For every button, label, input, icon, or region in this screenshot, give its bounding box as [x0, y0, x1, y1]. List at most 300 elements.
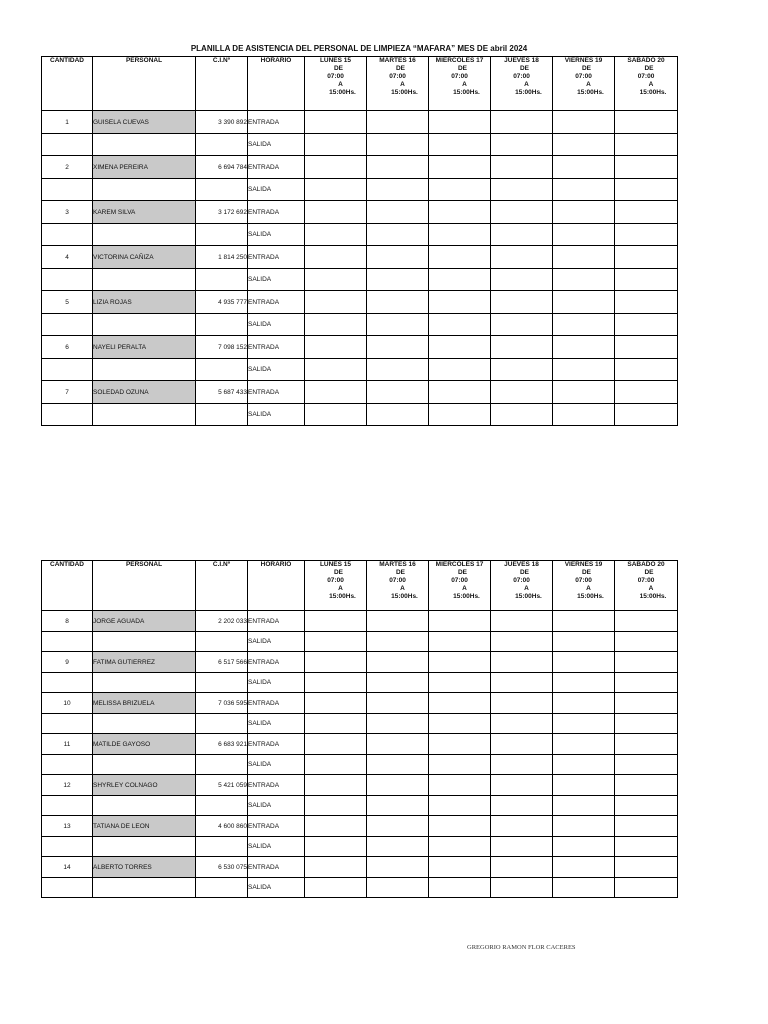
- employee-number: 10: [42, 693, 93, 714]
- attendance-cell[interactable]: [367, 652, 429, 673]
- attendance-cell[interactable]: [553, 775, 615, 796]
- horario-entrada: ENTRADA: [248, 693, 305, 714]
- salida-row: [42, 404, 678, 426]
- attendance-cell[interactable]: [305, 693, 367, 714]
- attendance-cell[interactable]: [429, 381, 491, 404]
- attendance-cell[interactable]: [305, 381, 367, 404]
- attendance-cell[interactable]: [491, 652, 553, 673]
- employee-name: NAYELI PERALTA: [93, 336, 196, 359]
- attendance-cell[interactable]: [305, 734, 367, 755]
- attendance-cell[interactable]: [615, 314, 678, 336]
- empty-cell: [93, 404, 196, 426]
- attendance-cell[interactable]: [305, 201, 367, 224]
- attendance-cell[interactable]: [553, 816, 615, 837]
- employee-number: 1: [42, 111, 93, 134]
- attendance-cell[interactable]: [429, 224, 491, 246]
- day-de-label: DE: [581, 65, 592, 72]
- attendance-cell[interactable]: [491, 632, 553, 652]
- attendance-cell[interactable]: [305, 673, 367, 693]
- entrada-row: [42, 734, 678, 755]
- entrada-row: [42, 291, 678, 314]
- header-day-4: [491, 57, 553, 111]
- attendance-cell[interactable]: [615, 611, 678, 632]
- salida-row: [42, 837, 678, 857]
- empty-cell: [42, 224, 93, 246]
- attendance-cell[interactable]: [305, 857, 367, 878]
- attendance-cell[interactable]: [615, 269, 678, 291]
- horario-entrada: ENTRADA: [248, 381, 305, 404]
- attendance-cell[interactable]: [553, 673, 615, 693]
- attendance-cell[interactable]: [429, 837, 491, 857]
- employee-ci: 4 935 777: [196, 291, 248, 314]
- employee-ci: 2 202 033: [196, 611, 248, 632]
- attendance-cell[interactable]: [553, 156, 615, 179]
- attendance-cell[interactable]: [491, 673, 553, 693]
- attendance-cell[interactable]: [305, 796, 367, 816]
- attendance-cell[interactable]: [429, 359, 491, 381]
- attendance-cell[interactable]: [553, 111, 615, 134]
- day-name-label: MARTES 16: [379, 561, 416, 568]
- day-de-label: DE: [395, 65, 406, 72]
- attendance-cell[interactable]: [305, 291, 367, 314]
- attendance-cell[interactable]: [367, 224, 429, 246]
- empty-cell: [93, 179, 196, 201]
- day-name-label: MIERCOLES 17: [435, 57, 484, 64]
- header-day-6: [615, 561, 678, 611]
- attendance-cell[interactable]: [491, 134, 553, 156]
- header-cantidad: CANTIDAD: [42, 57, 93, 111]
- attendance-cell[interactable]: [491, 816, 553, 837]
- horario-salida: SALIDA: [248, 224, 305, 246]
- header-day-3: [429, 57, 491, 111]
- salida-row: [42, 878, 678, 898]
- day-name-label: MIERCOLES 17: [435, 561, 484, 568]
- header-ci: C.I.Nº: [196, 561, 248, 611]
- attendance-cell[interactable]: [367, 156, 429, 179]
- empty-cell: [42, 714, 93, 734]
- attendance-cell[interactable]: [429, 314, 491, 336]
- day-de-label: DE: [581, 569, 592, 576]
- attendance-cell[interactable]: [305, 755, 367, 775]
- attendance-cell[interactable]: [553, 291, 615, 314]
- attendance-cell[interactable]: [553, 837, 615, 857]
- day-from-label: 07:00: [575, 73, 592, 80]
- salida-row: [42, 269, 678, 291]
- attendance-cell[interactable]: [491, 156, 553, 179]
- employee-ci: 7 036 595: [196, 693, 248, 714]
- attendance-cell[interactable]: [305, 179, 367, 201]
- attendance-cell[interactable]: [367, 734, 429, 755]
- horario-salida: SALIDA: [248, 837, 305, 857]
- attendance-cell[interactable]: [615, 837, 678, 857]
- day-name-label: VIERNES 19: [564, 57, 603, 64]
- empty-cell: [42, 134, 93, 156]
- attendance-cell[interactable]: [491, 404, 553, 426]
- attendance-cell[interactable]: [615, 201, 678, 224]
- attendance-cell[interactable]: [491, 179, 553, 201]
- employee-ci: 6 683 921: [196, 734, 248, 755]
- day-a-label: A: [400, 585, 405, 592]
- attendance-cell[interactable]: [615, 755, 678, 775]
- attendance-cell[interactable]: [615, 179, 678, 201]
- attendance-cell[interactable]: [305, 816, 367, 837]
- attendance-cell[interactable]: [367, 878, 429, 898]
- empty-cell: [196, 314, 248, 336]
- attendance-cell[interactable]: [367, 269, 429, 291]
- header-ci: C.I.Nº: [196, 57, 248, 111]
- day-name-label: SABADO 20: [627, 57, 665, 64]
- attendance-cell[interactable]: [305, 837, 367, 857]
- attendance-table-2: [41, 560, 678, 898]
- attendance-cell[interactable]: [367, 775, 429, 796]
- attendance-cell[interactable]: [367, 673, 429, 693]
- empty-cell: [42, 269, 93, 291]
- attendance-cell[interactable]: [553, 359, 615, 381]
- attendance-cell[interactable]: [367, 693, 429, 714]
- horario-entrada: ENTRADA: [248, 156, 305, 179]
- attendance-cell[interactable]: [367, 359, 429, 381]
- attendance-cell[interactable]: [553, 878, 615, 898]
- attendance-cell[interactable]: [491, 291, 553, 314]
- employee-number: 3: [42, 201, 93, 224]
- attendance-cell[interactable]: [553, 796, 615, 816]
- attendance-cell[interactable]: [553, 381, 615, 404]
- empty-cell: [93, 632, 196, 652]
- empty-cell: [93, 878, 196, 898]
- attendance-cell[interactable]: [491, 381, 553, 404]
- attendance-cell[interactable]: [429, 134, 491, 156]
- attendance-cell[interactable]: [367, 837, 429, 857]
- attendance-cell[interactable]: [553, 652, 615, 673]
- horario-entrada: ENTRADA: [248, 291, 305, 314]
- day-name-label: JUEVES 18: [504, 561, 539, 568]
- employee-number: 13: [42, 816, 93, 837]
- horario-salida: SALIDA: [248, 314, 305, 336]
- attendance-cell[interactable]: [553, 246, 615, 269]
- attendance-cell[interactable]: [429, 652, 491, 673]
- signature-name: GREGORIO RAMON FLOR CACERES: [467, 944, 576, 951]
- attendance-cell[interactable]: [553, 611, 615, 632]
- attendance-cell[interactable]: [429, 693, 491, 714]
- attendance-cell[interactable]: [429, 404, 491, 426]
- attendance-cell[interactable]: [367, 755, 429, 775]
- attendance-cell[interactable]: [305, 134, 367, 156]
- attendance-cell[interactable]: [615, 796, 678, 816]
- day-name-label: VIERNES 19: [564, 561, 603, 568]
- day-de-label: DE: [457, 569, 468, 576]
- attendance-cell[interactable]: [367, 611, 429, 632]
- employee-ci: 7 098 152: [196, 336, 248, 359]
- attendance-cell[interactable]: [491, 111, 553, 134]
- attendance-cell[interactable]: [429, 291, 491, 314]
- day-from-label: 07:00: [575, 577, 592, 584]
- attendance-cell[interactable]: [429, 796, 491, 816]
- attendance-cell[interactable]: [615, 632, 678, 652]
- attendance-cell[interactable]: [553, 134, 615, 156]
- attendance-cell[interactable]: [615, 359, 678, 381]
- entrada-row: [42, 857, 678, 878]
- attendance-cell[interactable]: [367, 714, 429, 734]
- attendance-cell[interactable]: [429, 269, 491, 291]
- empty-cell: [196, 404, 248, 426]
- attendance-cell[interactable]: [491, 714, 553, 734]
- attendance-cell[interactable]: [305, 246, 367, 269]
- attendance-cell[interactable]: [429, 246, 491, 269]
- attendance-cell[interactable]: [615, 693, 678, 714]
- attendance-cell[interactable]: [305, 224, 367, 246]
- employee-number: 5: [42, 291, 93, 314]
- attendance-cell[interactable]: [429, 755, 491, 775]
- employee-name: JORGE AGUADA: [93, 611, 196, 632]
- attendance-cell[interactable]: [491, 611, 553, 632]
- horario-salida: SALIDA: [248, 632, 305, 652]
- attendance-cell[interactable]: [367, 336, 429, 359]
- attendance-cell[interactable]: [491, 734, 553, 755]
- attendance-cell[interactable]: [305, 404, 367, 426]
- attendance-cell[interactable]: [305, 111, 367, 134]
- entrada-row: [42, 693, 678, 714]
- attendance-cell[interactable]: [615, 878, 678, 898]
- day-de-label: DE: [644, 569, 654, 576]
- day-a-label: A: [586, 81, 591, 88]
- attendance-cell[interactable]: [367, 816, 429, 837]
- employee-name: SOLEDAD OZUNA: [93, 381, 196, 404]
- empty-cell: [42, 632, 93, 652]
- attendance-cell[interactable]: [491, 269, 553, 291]
- day-a-label: A: [462, 81, 467, 88]
- day-to-label: 15:00Hs.: [453, 593, 480, 600]
- attendance-cell[interactable]: [491, 693, 553, 714]
- attendance-cell[interactable]: [615, 816, 678, 837]
- attendance-cell[interactable]: [553, 755, 615, 775]
- attendance-cell[interactable]: [429, 179, 491, 201]
- attendance-cell[interactable]: [367, 632, 429, 652]
- empty-cell: [93, 224, 196, 246]
- entrada-row: [42, 201, 678, 224]
- attendance-cell[interactable]: [553, 201, 615, 224]
- empty-cell: [196, 134, 248, 156]
- attendance-cell[interactable]: [615, 857, 678, 878]
- entrada-row: [42, 775, 678, 796]
- header-personal: PERSONAL: [93, 561, 196, 611]
- attendance-cell[interactable]: [615, 714, 678, 734]
- entrada-row: [42, 652, 678, 673]
- attendance-cell[interactable]: [429, 632, 491, 652]
- attendance-cell[interactable]: [491, 775, 553, 796]
- attendance-cell[interactable]: [491, 857, 553, 878]
- attendance-cell[interactable]: [615, 404, 678, 426]
- attendance-cell[interactable]: [615, 734, 678, 755]
- attendance-cell[interactable]: [367, 796, 429, 816]
- attendance-cell[interactable]: [553, 714, 615, 734]
- attendance-cell[interactable]: [491, 878, 553, 898]
- employee-number: 7: [42, 381, 93, 404]
- day-from-label: 07:00: [451, 73, 468, 80]
- attendance-cell[interactable]: [615, 336, 678, 359]
- header-day-3: [429, 561, 491, 611]
- horario-salida: SALIDA: [248, 179, 305, 201]
- attendance-cell[interactable]: [429, 734, 491, 755]
- attendance-cell[interactable]: [615, 156, 678, 179]
- attendance-cell[interactable]: [367, 179, 429, 201]
- attendance-cell[interactable]: [429, 878, 491, 898]
- employee-number: 9: [42, 652, 93, 673]
- attendance-cell[interactable]: [367, 291, 429, 314]
- employee-ci: 3 172 692: [196, 201, 248, 224]
- attendance-cell[interactable]: [305, 632, 367, 652]
- attendance-cell[interactable]: [553, 224, 615, 246]
- attendance-cell[interactable]: [429, 611, 491, 632]
- employee-name: ALBERTO TORRES: [93, 857, 196, 878]
- attendance-cell[interactable]: [367, 246, 429, 269]
- horario-entrada: ENTRADA: [248, 246, 305, 269]
- attendance-cell[interactable]: [491, 755, 553, 775]
- empty-cell: [93, 673, 196, 693]
- attendance-cell[interactable]: [429, 156, 491, 179]
- attendance-cell[interactable]: [367, 134, 429, 156]
- attendance-cell[interactable]: [553, 734, 615, 755]
- empty-cell: [93, 755, 196, 775]
- attendance-cell[interactable]: [553, 336, 615, 359]
- attendance-cell[interactable]: [429, 775, 491, 796]
- salida-row: [42, 224, 678, 246]
- attendance-cell[interactable]: [553, 693, 615, 714]
- employee-name: TATIANA DE LEON: [93, 816, 196, 837]
- attendance-cell[interactable]: [305, 878, 367, 898]
- day-name-label: JUEVES 18: [504, 57, 539, 64]
- attendance-cell[interactable]: [615, 111, 678, 134]
- attendance-cell[interactable]: [367, 201, 429, 224]
- empty-cell: [93, 837, 196, 857]
- horario-salida: SALIDA: [248, 404, 305, 426]
- entrada-row: [42, 336, 678, 359]
- attendance-cell[interactable]: [429, 111, 491, 134]
- day-from-label: 07:00: [327, 73, 344, 80]
- attendance-cell[interactable]: [305, 652, 367, 673]
- attendance-cell[interactable]: [553, 632, 615, 652]
- day-to-label: 15:00Hs.: [329, 593, 356, 600]
- attendance-cell[interactable]: [305, 714, 367, 734]
- horario-entrada: ENTRADA: [248, 336, 305, 359]
- attendance-cell[interactable]: [491, 837, 553, 857]
- attendance-cell[interactable]: [367, 111, 429, 134]
- attendance-cell[interactable]: [305, 336, 367, 359]
- day-de-label: DE: [395, 569, 406, 576]
- day-from-label: 07:00: [637, 577, 655, 584]
- attendance-cell[interactable]: [367, 314, 429, 336]
- attendance-cell[interactable]: [305, 314, 367, 336]
- attendance-table-1: [41, 56, 678, 426]
- attendance-cell[interactable]: [491, 246, 553, 269]
- attendance-cell[interactable]: [553, 857, 615, 878]
- empty-cell: [42, 837, 93, 857]
- attendance-cell[interactable]: [305, 359, 367, 381]
- salida-row: [42, 632, 678, 652]
- attendance-cell[interactable]: [491, 224, 553, 246]
- attendance-cell[interactable]: [615, 652, 678, 673]
- header-horario: HORARIO: [248, 561, 305, 611]
- attendance-cell[interactable]: [429, 336, 491, 359]
- attendance-cell[interactable]: [491, 201, 553, 224]
- day-to-label: 15:00Hs.: [577, 89, 604, 96]
- attendance-cell[interactable]: [615, 381, 678, 404]
- entrada-row: [42, 246, 678, 269]
- attendance-cell[interactable]: [615, 134, 678, 156]
- employee-ci: 4 600 860: [196, 816, 248, 837]
- horario-entrada: ENTRADA: [248, 775, 305, 796]
- day-to-label: 15:00Hs.: [639, 593, 667, 600]
- attendance-cell[interactable]: [615, 775, 678, 796]
- attendance-cell[interactable]: [491, 796, 553, 816]
- attendance-cell[interactable]: [367, 381, 429, 404]
- empty-cell: [93, 269, 196, 291]
- attendance-cell[interactable]: [491, 336, 553, 359]
- empty-cell: [196, 359, 248, 381]
- day-to-label: 15:00Hs.: [577, 593, 604, 600]
- horario-salida: SALIDA: [248, 714, 305, 734]
- day-to-label: 15:00Hs.: [639, 89, 667, 96]
- employee-number: 11: [42, 734, 93, 755]
- day-a-label: A: [648, 81, 654, 88]
- day-de-label: DE: [644, 65, 654, 72]
- day-to-label: 15:00Hs.: [515, 89, 542, 96]
- attendance-cell[interactable]: [615, 224, 678, 246]
- attendance-cell[interactable]: [615, 673, 678, 693]
- header-day-1: [305, 561, 367, 611]
- attendance-cell[interactable]: [429, 857, 491, 878]
- header-day-1: [305, 57, 367, 111]
- attendance-cell[interactable]: [429, 714, 491, 734]
- horario-entrada: ENTRADA: [248, 611, 305, 632]
- attendance-cell[interactable]: [491, 314, 553, 336]
- attendance-cell[interactable]: [429, 201, 491, 224]
- salida-row: [42, 714, 678, 734]
- attendance-cell[interactable]: [491, 359, 553, 381]
- empty-cell: [93, 359, 196, 381]
- entrada-row: [42, 381, 678, 404]
- attendance-cell[interactable]: [553, 314, 615, 336]
- attendance-cell[interactable]: [553, 269, 615, 291]
- attendance-cell[interactable]: [305, 775, 367, 796]
- attendance-cell[interactable]: [615, 246, 678, 269]
- attendance-cell[interactable]: [553, 179, 615, 201]
- employee-ci: 5 421 059: [196, 775, 248, 796]
- day-from-label: 07:00: [637, 73, 655, 80]
- attendance-cell[interactable]: [305, 156, 367, 179]
- entrada-row: [42, 156, 678, 179]
- day-name-label: LUNES 15: [319, 57, 352, 64]
- empty-cell: [196, 632, 248, 652]
- attendance-cell[interactable]: [305, 611, 367, 632]
- day-de-label: DE: [333, 569, 344, 576]
- attendance-cell[interactable]: [367, 404, 429, 426]
- attendance-cell[interactable]: [367, 857, 429, 878]
- day-name-label: SABADO 20: [627, 561, 665, 568]
- empty-cell: [42, 314, 93, 336]
- day-from-label: 07:00: [389, 73, 406, 80]
- day-to-label: 15:00Hs.: [453, 89, 480, 96]
- attendance-cell[interactable]: [429, 816, 491, 837]
- header-day-6: [615, 57, 678, 111]
- horario-entrada: ENTRADA: [248, 734, 305, 755]
- employee-name: VICTORINA CAÑIZA: [93, 246, 196, 269]
- attendance-cell[interactable]: [553, 404, 615, 426]
- attendance-cell[interactable]: [305, 269, 367, 291]
- attendance-cell[interactable]: [615, 291, 678, 314]
- sheet-title: PLANILLA DE ASISTENCIA DEL PERSONAL DE LIMPIEZA “MAFARA” MES DE abril 2024: [190, 44, 528, 53]
- entrada-row: [42, 111, 678, 134]
- attendance-cell[interactable]: [429, 673, 491, 693]
